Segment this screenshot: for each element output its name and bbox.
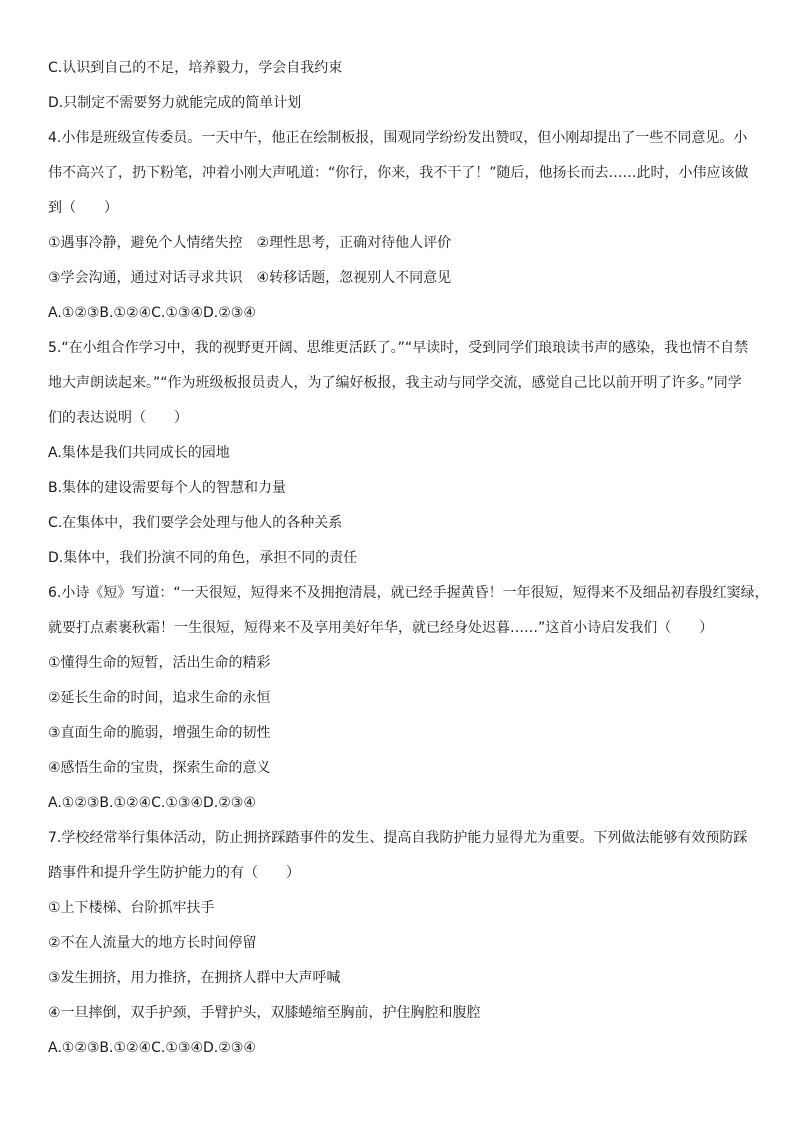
question-5-stem-line-3: 们的表达说明（ ）: [48, 410, 188, 426]
question-4-choices: A.①②③B.①②④C.①③④D.②③④: [48, 305, 256, 321]
question-6-stem-line-2: 就要打点素裹秋霜！一生很短，短得来不及享用美好年华，就已经身处迟暮……”这首小诗启发我们（ ）: [48, 620, 714, 636]
question-5-option-b: B.集体的建设需要每个人的智慧和力量: [48, 480, 287, 496]
question-5-stem-line-2: 地大声朗读起来。”“作为班级板报员责人，为了编好板报，我主动与同学交流，感觉自己比以前开明了许多。”同学: [48, 375, 742, 391]
question-6-choices: A.①②③B.①②④C.①③④D.②③④: [48, 795, 256, 811]
question-7-stem-line-2: 踏事件和提升学生防护能力的有（ ）: [48, 865, 300, 881]
question-7-statement-2: ②不在人流量大的地方长时间停留: [48, 935, 257, 951]
question-4-stem-line-3: 到（ ）: [48, 200, 118, 216]
question-5-option-d: D.集体中，我们扮演不同的角色，承担不同的责任: [48, 550, 358, 566]
question-5-option-c: C.在集体中，我们要学会处理与他人的各种关系: [48, 515, 343, 531]
question-4-stem-line-1: 4.小伟是班级宣传委员。一天中午，他正在绘制板报，围观同学纷纷发出赞叹，但小刚却提出了一些不同意见。小: [48, 130, 748, 146]
question-4-stem-line-2: 伟不高兴了，扔下粉笔，冲着小刚大声吼道：“你行，你来，我不干了！”随后，他扬长而去……此时，小伟应该做: [48, 165, 749, 181]
question-3-option-c: C.认识到自己的不足，培养毅力，学会自我约束: [48, 60, 343, 76]
question-7-choices: A.①②③B.①②④C.①③④D.②③④: [48, 1040, 256, 1056]
question-4-statements-3-4: ③学会沟通，通过对话寻求共识 ④转移话题，忽视别人不同意见: [48, 270, 452, 286]
question-6-statement-4: ④感悟生命的宝贵，探索生命的意义: [48, 760, 271, 776]
question-6-stem-line-1: 6.小诗《短》写道：“一天很短，短得来不及拥抱清晨，就已经手握黄昏！一年很短，短得来不及细品初春殷红窦绿，: [48, 585, 769, 601]
question-5-option-a: A.集体是我们共同成长的园地: [48, 445, 230, 461]
question-7-statement-4: ④一旦摔倒，双手护颈，手臂护头，双膝蜷缩至胸前，护住胸腔和腹腔: [48, 1005, 481, 1021]
question-6-statement-1: ①懂得生命的短暂，活出生命的精彩: [48, 655, 271, 671]
question-3-option-d: D.只制定不需要努力就能完成的简单计划: [48, 95, 302, 111]
question-6-statement-2: ②延长生命的时间，追求生命的永恒: [48, 690, 271, 706]
question-7-statement-1: ①上下楼梯、台阶抓牢扶手: [48, 900, 215, 916]
question-7-statement-3: ③发生拥挤，用力推挤，在拥挤人群中大声呼喊: [48, 970, 341, 986]
question-6-statement-3: ③直面生命的脆弱，增强生命的韧性: [48, 725, 271, 741]
question-5-stem-line-1: 5.“在小组合作学习中，我的视野更开阔、思维更活跃了。”“早读时，受到同学们琅琅读书声的感染，我也情不自禁: [48, 340, 749, 356]
question-4-statements-1-2: ①遇事冷静，避免个人情绪失控 ②理性思考，正确对待他人评价: [48, 235, 452, 251]
question-7-stem-line-1: 7.学校经常举行集体活动，防止拥挤踩踏事件的发生、提高自我防护能力显得尤为重要。下列做法能够有效预防踩: [48, 830, 748, 846]
